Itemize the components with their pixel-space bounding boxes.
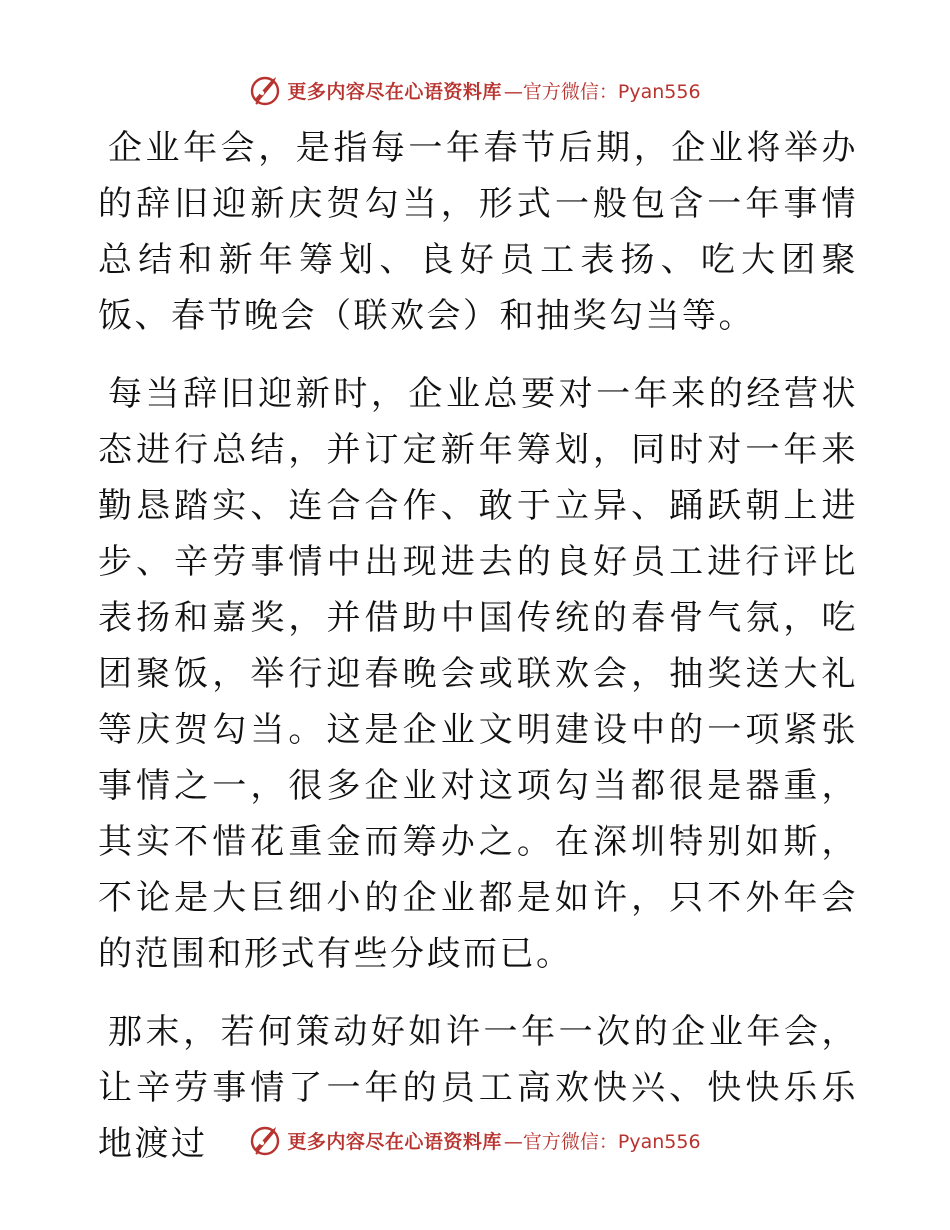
footer-banner-contact: —官方微信：Pyan556 xyxy=(503,1130,701,1153)
document-body xyxy=(98,120,858,1194)
footer-banner-text: 更多内容尽在心语资料库 xyxy=(287,1130,502,1153)
paragraph-2: 每当辞旧迎新时，企业总要对一年来的经营状态进行总结，并订定新年筹划，同时对一年来勤恳踏实、连合合作、敢于立异、踊跃朝上进步、辛劳事情中出现进去的良好员工进行评比表扬和嘉奖，并借助中国传统的春骨气氛，吃团聚饭，举行迎春晚会或联欢会，抽奖送大礼等庆贺勾当。这是企业文明建设中的一项紧张事情之一，很多企业对这项勾当都很是器重，其实不惜花重金而筹办之。在深圳特别如斯，不论是大巨细小的企业都是如许，只不外年会的范围和形式有些分歧而已。 xyxy=(98,374,858,974)
footer-banner xyxy=(0,1120,950,1160)
quill-pen-logo-icon xyxy=(249,1123,283,1157)
quill-pen-logo-icon xyxy=(249,73,283,107)
paragraph-3: 那末，若何策动好如许一年一次的企业年会，让辛劳事情了一年的员工高欢快兴、快快乐乐地渡过 xyxy=(98,1012,858,1164)
header-banner-contact: —官方微信：Pyan556 xyxy=(503,80,701,103)
header-banner-text: 更多内容尽在心语资料库 xyxy=(287,80,502,103)
paragraph-1: 企业年会，是指每一年春节后期，企业将举办的辞旧迎新庆贺勾当，形式一般包含一年事情总结和新年筹划、良好员工表扬、吃大团聚饭、春节晚会（联欢会）和抽奖勾当等。 xyxy=(98,128,858,336)
header-banner xyxy=(0,70,950,110)
